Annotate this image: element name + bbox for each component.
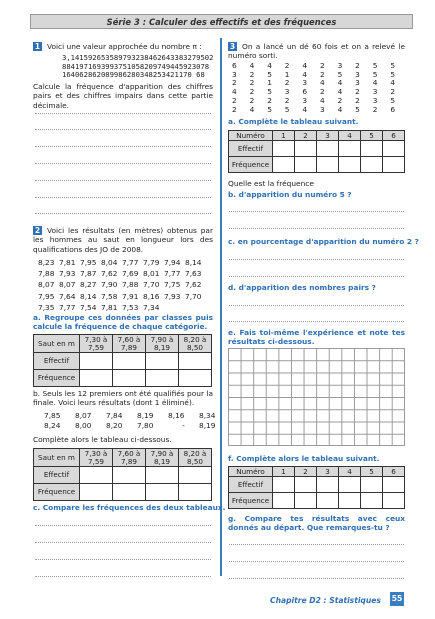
dice-value: 3 — [284, 87, 290, 97]
dice-value: 4 — [337, 78, 343, 88]
dice-value: 2 — [232, 95, 237, 105]
dice-value: 6 — [302, 87, 308, 97]
page-number: 55 — [390, 592, 404, 606]
dice-value: 5 — [267, 69, 272, 79]
ex3-intro: 3 On a lancé un dé 60 fois et on a relevé le numéro sorti. — [228, 42, 405, 61]
dice-value: 4 — [319, 78, 325, 88]
finalist-results — [44, 411, 230, 432]
dice-value: 4 — [267, 61, 272, 70]
dice-value: 2 — [319, 61, 325, 70]
dice-value: 3 — [302, 78, 308, 88]
ex1-number: 1 — [34, 42, 41, 51]
dice-value: 6 — [390, 104, 396, 114]
jump-results — [38, 257, 206, 313]
chapter-footer: Chapitre D2 : Statistiques — [270, 596, 381, 605]
dice-value: 5 — [390, 69, 396, 79]
pi-digits: 3,141592653589793238462643383279502 8841971693993751058209749445923078 164062862089986280348253421170 68 — [62, 53, 214, 80]
ex2-number: 2 — [34, 226, 41, 235]
dice-value: 2 — [372, 104, 378, 114]
column-divider — [220, 38, 222, 576]
dice-value: 2 — [284, 95, 290, 105]
results-row: 7,85 8,07 7,84 8,19 8,16 8,34 — [44, 411, 216, 420]
dice-value: 5 — [337, 69, 343, 79]
dice-value: 3 — [355, 78, 360, 88]
answer-line[interactable] — [35, 146, 211, 147]
dice-value: 4 — [337, 104, 343, 114]
ex3-question-d: d. d'apparition des nombres pairs ? — [228, 283, 376, 292]
ex3-question-e: e. Fais toi-même l'expérience et note tes résultats ci-dessous. — [228, 328, 405, 347]
answer-line[interactable] — [35, 525, 211, 526]
answer-line[interactable] — [229, 228, 404, 229]
answer-line[interactable] — [35, 542, 211, 543]
dice-value: 2 — [249, 87, 255, 97]
dice-table-1: Numéro 1 2 3 4 5 6 Effectif Fréquence — [228, 130, 405, 173]
dice-value: 2 — [249, 95, 255, 105]
dice-value: 2 — [390, 87, 396, 97]
answer-line[interactable] — [229, 305, 404, 306]
dice-value: 4 — [249, 61, 255, 70]
answer-line[interactable] — [229, 259, 404, 260]
dice-value: 3 — [337, 61, 343, 70]
results-row: 8,24 8,00 8,20 7,80 - 8,19 — [44, 421, 216, 431]
dice-value: 5 — [284, 104, 290, 114]
ex1-question: Calcule la fréquence d'apparition des chiffres pairs et des chiffres impairs dans cette partie décimale. — [33, 82, 213, 110]
dice-value: 3 — [355, 69, 360, 79]
dice-value: 2 — [284, 61, 290, 70]
dice-value: 2 — [355, 87, 360, 97]
dice-value: 4 — [232, 87, 237, 97]
answer-line[interactable] — [229, 276, 404, 277]
dice-value: 5 — [390, 61, 396, 70]
answer-line[interactable] — [35, 197, 211, 198]
dice-value: 2 — [355, 95, 360, 105]
ex3-question-b: b. d'apparition du numéro 5 ? — [228, 190, 352, 199]
dice-value: 4 — [390, 78, 396, 88]
classes-table-2: Saut en m 7,30 à 7,59 7,60 à 7,89 7,90 à 8,19 8,20 à 8,50 Effectif Fréquence — [33, 448, 212, 501]
classes-table-1: Saut en m 7,30 à 7,59 7,60 à 7,89 7,90 à 8,19 8,20 à 8,50 Effectif Fréquence — [33, 334, 212, 387]
dice-value: 2 — [232, 78, 237, 88]
dice-value: 2 — [249, 78, 255, 88]
dice-value: 5 — [267, 87, 272, 97]
ex3-freq-label: Quelle est la fréquence — [228, 179, 314, 188]
dice-value: 5 — [372, 69, 378, 79]
dice-value: 5 — [390, 95, 396, 105]
dice-value: 2 — [249, 69, 255, 79]
ex2-question-c: c. Compare les fréquences des deux tableaux. — [33, 503, 226, 512]
dice-value: 3 — [319, 104, 325, 114]
dice-value: 4 — [319, 95, 325, 105]
dice-value: 2 — [337, 95, 343, 105]
ex3-question-g: g. Compare tes résultats avec ceux donnés au départ. Que remarques-tu ? — [228, 514, 405, 533]
experiment-grid[interactable] — [228, 348, 405, 446]
ex2-complete: Complète alors le tableau ci-dessous. — [33, 435, 172, 444]
ex1-intro: 1 Voici une valeur approchée du nombre π : — [34, 42, 202, 51]
dice-row — [232, 106, 408, 115]
dice-value: 2 — [319, 87, 325, 97]
dice-value: 2 — [355, 61, 360, 70]
dice-value: 4 — [302, 69, 308, 79]
answer-line[interactable] — [229, 578, 404, 579]
answer-line[interactable] — [229, 561, 404, 562]
dice-value: 3 — [372, 87, 378, 97]
answer-line[interactable] — [35, 213, 211, 214]
dice-value: 2 — [319, 69, 325, 79]
dice-value: 4 — [337, 87, 343, 97]
answer-line[interactable] — [229, 544, 404, 545]
dice-value: 5 — [372, 61, 378, 70]
ex2-question-b: b. Seuls les 12 premiers ont été qualifiés pour la finale. Voici leurs résultats (dont 1 éliminé). — [33, 389, 213, 408]
ex3-question-f: f. Complète alors le tableau suivant. — [228, 454, 380, 463]
dice-value: 3 — [372, 95, 378, 105]
answer-line[interactable] — [35, 163, 211, 164]
answer-line[interactable] — [35, 180, 211, 181]
dice-results — [232, 62, 408, 114]
ex3-number: 3 — [229, 42, 236, 51]
results-row: 7,88 7,93 7,87 7,62 7,69 8,01 7,77 7,63 — [38, 269, 202, 279]
dice-value: 6 — [232, 61, 237, 70]
dice-value: 5 — [355, 104, 360, 114]
dice-value: 4 — [302, 61, 308, 70]
results-row: 7,95 7,64 8,14 7,58 7,91 8,16 7,93 7,70 — [38, 291, 202, 301]
dice-value: 4 — [249, 104, 255, 114]
dice-value: 5 — [267, 104, 272, 114]
dice-value: 2 — [232, 104, 237, 114]
answer-line[interactable] — [229, 321, 404, 322]
results-row: 7,35 7,77 7,54 7,81 7,53 7,34 — [38, 302, 160, 312]
dice-value: 2 — [284, 78, 290, 88]
results-row: 8,07 8,07 8,27 7,90 7,88 7,70 7,75 7,62 — [38, 280, 202, 290]
answer-line[interactable] — [35, 129, 211, 130]
ex2-intro: 2 Voici les résultats (en mètres) obtenus par les hommes au saut en longueur lors des qualifications des JO de 2008. — [33, 226, 213, 254]
dice-value: 4 — [302, 104, 308, 114]
ex3-question-c: c. en pourcentage d'apparition du numéro 2 ? — [228, 237, 419, 246]
series-banner: Série 3 : Calculer des effectifs et des fréquences — [30, 14, 413, 29]
answer-line[interactable] — [229, 211, 404, 212]
dice-value: 1 — [267, 78, 272, 88]
dice-value: 4 — [372, 78, 378, 88]
answer-line[interactable] — [35, 113, 211, 114]
dice-table-2: Numéro 1 2 3 4 5 6 Effectif Fréquence — [228, 466, 405, 509]
dice-value: 1 — [284, 69, 290, 79]
results-row: 8,23 7,81 7,95 8,04 7,77 7,79 7,94 8,14 — [38, 258, 202, 267]
ex3-question-a: a. Complète le tableau suivant. — [228, 117, 359, 126]
dice-value: 3 — [232, 69, 237, 79]
dice-value: 2 — [267, 95, 272, 105]
ex2-question-a: a. Regroupe ces données par classes puis calcule la fréquence de chaque catégorie. — [33, 313, 213, 332]
dice-value: 3 — [302, 95, 308, 105]
answer-line[interactable] — [35, 559, 211, 560]
answer-line[interactable] — [35, 576, 211, 577]
